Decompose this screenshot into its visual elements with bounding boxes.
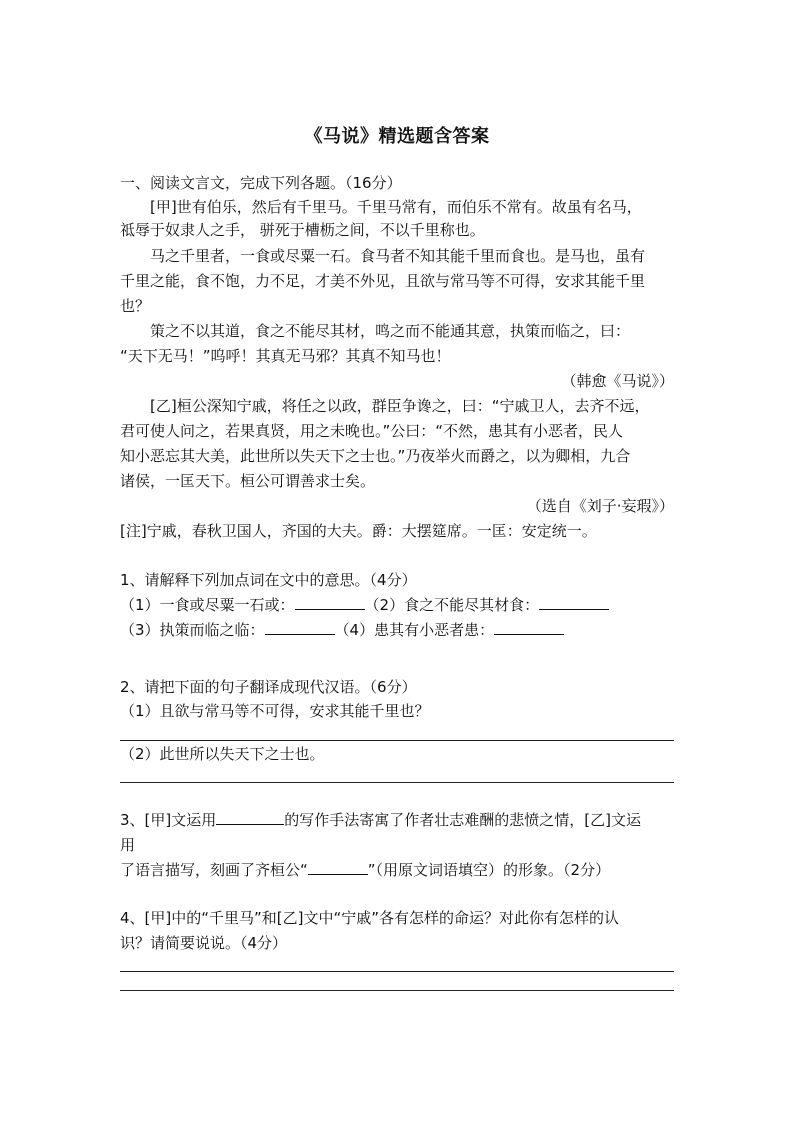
passage-yi-line: [乙]桓公深知宁戚，将任之以政，群臣争谗之，曰：“宁戚卫人，去齐不远， bbox=[150, 397, 650, 415]
passage-jia-line: 也？ bbox=[120, 297, 151, 315]
question-2-item: （1）且欲与常马等不可得，安求其能千里也？ bbox=[120, 702, 430, 720]
annotation-note: [注]宁戚，春秋卫国人，齐国的大夫。爵：大摆筵席。一匡：安定统一。 bbox=[120, 522, 597, 540]
passage-yi-line: 诸侯，一匡天下。桓公可谓善求士矣。 bbox=[120, 472, 376, 490]
question-4-line: 识？请简要说说。（4分） bbox=[120, 934, 288, 952]
question-3-text: ”（用原文词语填空）的形象。（2分） bbox=[367, 861, 611, 879]
passage-jia-source: （韩愈《马说》） bbox=[561, 372, 674, 390]
passage-jia-line: 策之不以其道，食之不能尽其材，鸣之而不能通其意，执策而临之，曰： bbox=[150, 322, 631, 340]
page-title: 《马说》精选题含答案 bbox=[304, 126, 490, 147]
passage-jia-line: 马之千里者，一食或尽粟一石。食马者不知其能千里而食也。是马也，虽有 bbox=[150, 247, 646, 265]
answer-blank[interactable] bbox=[295, 595, 365, 610]
answer-line[interactable] bbox=[120, 740, 674, 741]
question-3-line: 用 bbox=[120, 836, 136, 854]
passage-jia-line: “天下无马！”呜呼！其真无马邪？其真不知马也！ bbox=[120, 347, 451, 365]
passage-jia-line: [甲]世有伯乐，然后有千里马。千里马常有，而伯乐不常有。故虽有名马， bbox=[150, 198, 642, 216]
question-1-items-row bbox=[120, 595, 674, 615]
answer-line[interactable] bbox=[120, 782, 674, 783]
answer-blank[interactable] bbox=[308, 860, 368, 875]
section-heading: 一、阅读文言文，完成下列各题。（16分） bbox=[120, 174, 402, 192]
question-1-item: （4）患其有小恶者患： bbox=[334, 621, 495, 639]
passage-jia-line: 千里之能，食不饱，力不足，才美不外见，且欲与常马等不可得，安求其能千里 bbox=[120, 272, 646, 290]
answer-blank[interactable] bbox=[265, 620, 335, 635]
question-3-text: 了语言描写，刻画了齐桓公“ bbox=[120, 861, 308, 879]
question-3-text: 的写作手法寄寓了作者壮志难酬的悲愤之情，[乙]文运 bbox=[284, 811, 641, 829]
question-1-items-row bbox=[120, 620, 674, 640]
question-1-item: （3）执策而临之临： bbox=[120, 621, 265, 639]
question-2-item: （2）此世所以失天下之士也。 bbox=[120, 745, 325, 763]
question-1-item: （2）食之不能尽其材食： bbox=[364, 596, 540, 614]
question-2-heading: 2、请把下面的句子翻译成现代汉语。（6分） bbox=[120, 678, 417, 696]
question-3-line bbox=[120, 810, 674, 830]
answer-line[interactable] bbox=[120, 971, 674, 972]
question-1-heading: 1、请解释下列加点词在文中的意思。（4分） bbox=[120, 571, 417, 589]
question-3-text: 3、[甲]文运用 bbox=[120, 811, 217, 829]
answer-line[interactable] bbox=[120, 990, 674, 991]
passage-jia-line: 祗辱于奴隶人之手， 骈死于槽枥之间，不以千里称也。 bbox=[120, 221, 485, 239]
passage-yi-line: 君可使人问之，若果真贤，用之未晚也。”公曰：“不然，患其有小恶者，民人 bbox=[120, 422, 624, 440]
answer-blank[interactable] bbox=[494, 620, 564, 635]
answer-blank[interactable] bbox=[216, 810, 284, 825]
passage-yi-source: （选自《刘子·妄瑕》） bbox=[526, 497, 674, 515]
question-1-item: （1）一食或尽粟一石或： bbox=[120, 596, 295, 614]
passage-yi-line: 知小恶忘其大美，此世所以失天下之士也。”乃夜举火而爵之，以为卿相，九合 bbox=[120, 447, 631, 465]
answer-blank[interactable] bbox=[539, 595, 609, 610]
question-3-line bbox=[120, 860, 674, 880]
question-4-line: 4、[甲]中的“千里马”和[乙]文中“宁戚”各有怎样的命运？对此你有怎样的认 bbox=[120, 909, 620, 927]
